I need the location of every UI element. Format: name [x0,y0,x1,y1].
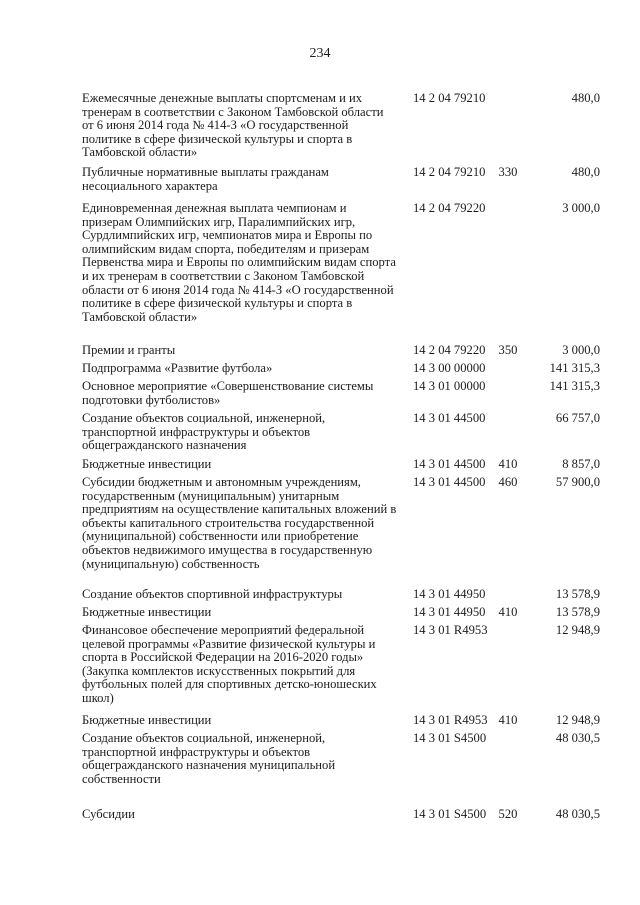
table-row [0,166,640,202]
row-code: 14 3 01 44500 [413,411,486,425]
row-code: 14 3 01 44500 [413,475,486,489]
row-expense-type: 410 [498,713,518,727]
table-row [0,380,640,412]
row-name: Субсидии [82,807,135,821]
row-name: Основное мероприятие «Совершенствование системы подготовки футболистов» [82,379,374,407]
row-amount: 48 030,5 [555,731,600,745]
row-name: Бюджетные инвестиции [82,713,212,727]
row-code: 14 3 01 S4500 [413,731,487,745]
table-row [0,606,640,624]
row-name: Подпрограмма «Развитие футбола» [82,361,273,375]
row-code: 14 3 01 44950 [413,605,486,619]
row-name: Бюджетные инвестиции [82,457,212,471]
table-row [0,732,640,808]
row-amount: 13 578,9 [555,587,600,601]
row-code: 14 2 04 79210 [413,165,486,179]
row-amount: 3 000,0 [562,343,600,357]
row-name: Субсидии бюджетным и автономным учреждениям, государственным (муниципальным) унитарным предприятиям на осуществление капитальных вложений в объекты капитального строительства государственной (муниципальной) собственности или приобретение объектов недвижимого имущества в государственную (муниципальную) собственность [82,475,397,571]
row-code: 14 3 01 R4953 [413,713,488,727]
row-expense-type: 350 [498,343,518,357]
row-amount: 141 315,3 [549,361,600,375]
table-row [0,588,640,606]
row-name: Финансовое обеспечение мероприятий федеральной целевой программы «Развитие физической культуры и спорта в Российской Федерации на 2016-2020 годы» (Закупка комплектов искусственных покрытий для футбольных полей для спортивных детско-юношеских школ) [82,623,377,705]
row-expense-type: 330 [498,165,518,179]
page-number: 234 [309,46,331,61]
row-expense-type: 410 [498,605,518,619]
row-amount: 57 900,0 [555,475,600,489]
row-amount: 3 000,0 [562,201,600,215]
row-amount: 12 948,9 [555,713,600,727]
row-expense-type: 520 [498,807,518,821]
row-name: Создание объектов социальной, инженерной, транспортной инфраструктуры и объектов общегражданского назначения муниципальной собственности [82,731,336,786]
table-row [0,714,640,732]
table-row [0,344,640,362]
row-name: Единовременная денежная выплата чемпионам и призерам Олимпийских игр, Паралимпийских игр, Сурдлимпийских игр, чемпионатов мира и Европы по олимпийским видам спорта, победителям и призерам Первенства мира и Европы по олимпийским видам спорта и их тренерам в соответствии с Законом Тамбовской области от 6 июня 2014 года № 414-З «О государственной политике в сфере физической культуры и спорта в Тамбовской области» [82,201,396,324]
row-name: Создание объектов социальной, инженерной, транспортной инфраструктуры и объектов общегражданского назначения [82,411,326,453]
row-code: 14 3 01 00000 [413,379,486,393]
row-amount: 12 948,9 [555,623,600,637]
row-code: 14 3 01 S4500 [413,807,487,821]
table-row [0,458,640,476]
row-code: 14 3 01 44950 [413,587,486,601]
row-amount: 48 030,5 [555,807,600,821]
row-expense-type: 460 [498,475,518,489]
row-name: Премии и гранты [82,343,176,357]
row-name: Публичные нормативные выплаты гражданам несоциального характера [82,165,329,193]
table-row [0,202,640,344]
table-row [0,412,640,458]
row-expense-type: 410 [498,457,518,471]
row-amount: 66 757,0 [555,411,600,425]
row-amount: 480,0 [571,91,600,105]
row-code: 14 3 00 00000 [413,361,486,375]
row-amount: 8 857,0 [562,457,600,471]
row-code: 14 2 04 79210 [413,91,486,105]
table-row [0,362,640,380]
row-amount: 13 578,9 [555,605,600,619]
row-amount: 480,0 [571,165,600,179]
table-row [0,92,640,166]
budget-table [0,92,640,828]
row-code: 14 3 01 44500 [413,457,486,471]
row-code: 14 3 01 R4953 [413,623,488,637]
row-name: Ежемесячные денежные выплаты спортсменам и их тренерам в соответствии с Законом Тамбовской области от 6 июня 2014 года № 414-З «О государственной политике в сфере физической культуры и спорта в Тамбовской области» [82,91,384,160]
row-amount: 141 315,3 [549,379,600,393]
table-row [0,808,640,828]
table-row [0,476,640,588]
table-row [0,624,640,714]
row-code: 14 2 04 79220 [413,343,486,357]
row-code: 14 2 04 79220 [413,201,486,215]
row-name: Бюджетные инвестиции [82,605,212,619]
row-name: Создание объектов спортивной инфраструктуры [82,587,343,601]
